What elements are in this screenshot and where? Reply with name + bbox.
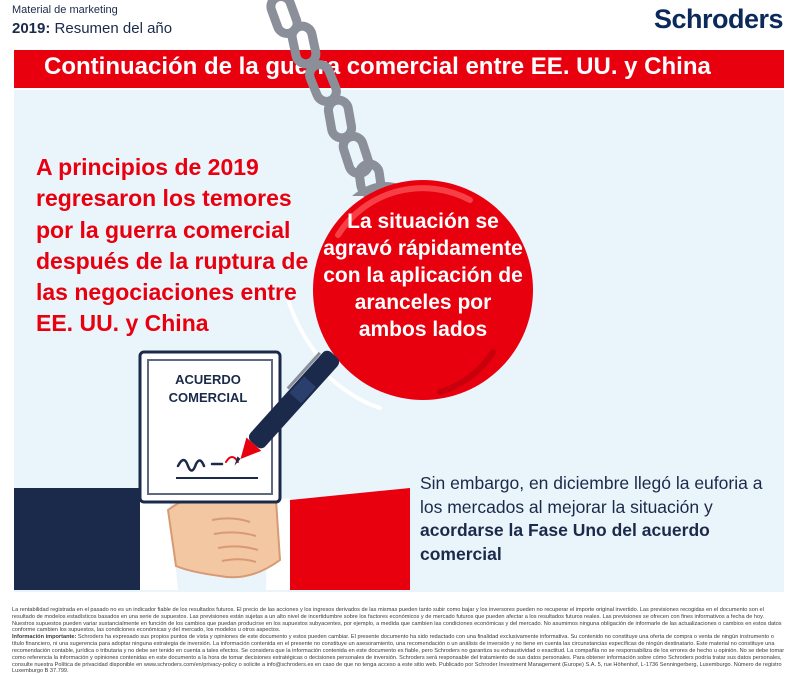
document-title-line1: ACUERDO [175,372,241,387]
document-title [158,371,258,407]
disclaimer-footer [12,607,787,675]
conclusion-text [420,472,765,567]
intro-text: A principios de 2019 regresaron los temores por la guerra comercial después de la ruptura de las negociaciones entre EE. UU. y China [36,154,309,337]
conclusion-normal: Sin embargo, en diciembre llegó la euforia a los mercados al mejorar la situación y [420,473,763,517]
subtitle-year: 2019: [12,20,51,37]
banner-title: Continuación de la guerra comercial entre EE. UU. y China [44,53,711,80]
conclusion-bold: acordarse la Fase Uno del acuerdo comercial [420,520,710,564]
document-title-line2: COMERCIAL [168,390,248,406]
marketing-label: Material de marketing [12,4,118,16]
ball-text: La situación se agravó rápidamente con la aplicación de aranceles por ambos lados [323,210,523,342]
disclaimer-body: Schroders ha expresado sus propios puntos de vista y opiniones de este documento y estos pueden cambiar. El presente documento ha sido redactado con una finalidad exclusivamente informativa. Su contenido no constituye una oferta de compra o venta de ningún instrumento o título financiero, ni una sugerencia para adoptar ninguna estrategia de inversión. La información contenida en el presente no constituye un asesoramiento, una recomendación o un análisis de inversión y no tiene en cuenta las circunstancias específicas de ningún destinatario. Este material no constituye una recomendación contable, jurídica o tributaria y no debe ser tenido en cuenta a tales efectos. Se considera que la información contenida en este documento es fiable, pero Schroders no garantiza su exhaustividad o exactitud. La compañía no se responsabiliza de los errores de hecho u opinión. No se debe tomar como referencia la información y opiniones contenidas en este documento a la hora de tomar decisiones estratégicas o decisiones personales de inversión. Schroders será responsable del tratamiento de sus datos personales. Para obtener información sobre cómo Schroders podría tratar sus datos personales, consulte nuestra Política de privacidad disponible en www.schroders.com/en/privacy-policy o solicite a info@schroders.es en caso de que no tenga acceso a este sitio web. Publicado por Schroder Investment Management (Europe) S.A. 5, rue Höhenhof, L-1736 Senningerberg, Luxemburgo. Número de registro Luxemburgo B 37.799. [12,634,785,675]
disclaimer-paragraph-2 [12,634,787,675]
disclaimer-heading: Información importante: [12,634,77,641]
subtitle-text: Resumen del año [50,20,173,37]
disclaimer-paragraph-1: La rentabilidad registrada en el pasado no es un indicador fiable de los resultados futuros. El precio de las acciones y los ingresos derivados de las mismas pueden tanto subir como bajar y los inversores pueden no recuperar el importe original invertido. Las previsiones recogidas en el documento son el resultado de modelos estadísticos basados en una serie de supuestos. Las previsiones están sujetas a un alto nivel de incertidumbre sobre los factores económicos y de mercado futuros que pueden afectar a los resultados futuros reales. Las previsiones se ofrecen con fines informativos a fecha de hoy. Nuestros supuestos pueden variar sustancialmente en función de los cambios que puedan producirse en los supuestos subyacentes, por ejemplo, a medida que cambien las condiciones económicas y del mercado. No asumimos ninguna obligación de informarle de las actualizaciones o cambios en estos datos conforme cambien los supuestos, las condiciones económicas y del mercado, los modelos u otros aspectos. [12,607,782,634]
schroders-logo: Schroders [653,4,783,34]
